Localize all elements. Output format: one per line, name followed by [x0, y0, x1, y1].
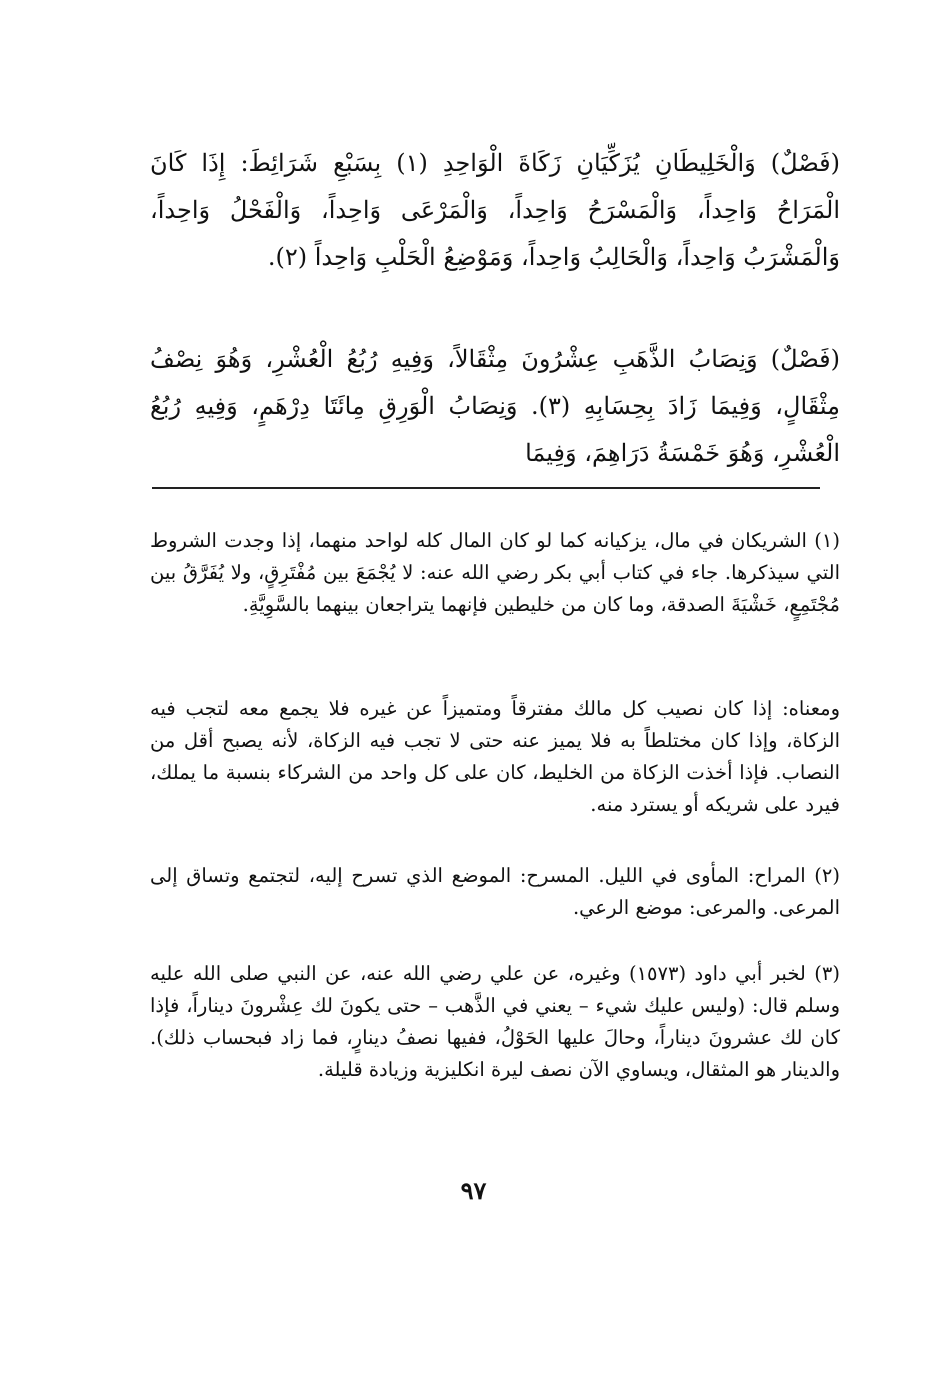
main-paragraph-khaleetan: (فَصْلٌ) وَالْخَلِيطَانِ يُزَكِّيَانِ زَكَاةَ الْوَاحِدِ (١) بِسَبْعِ شَرَائِطَ: إِذَا كَانَ الْمَرَاحُ وَاحِداً، وَالْمَسْرَحُ وَاحِداً، وَالْمَرْعَى وَاحِداً، وَالْفَحْلُ وَاحِداً، وَالْمَشْرَبُ وَاحِداً، وَالْحَالِبُ وَاحِداً، وَمَوْضِعُ الْحَلْبِ وَاحِداً (٢).	[150, 149, 840, 271]
page-number: ٩٧	[460, 1176, 487, 1205]
footnote-1-explanation: ومعناه: إذا كان نصيب كل مالك مفترقاً ومتميزاً عن غيره فلا يجمع معه لتجب فيه الزكاة، وإذا كان مختلطاً به فلا يميز عنه حتى لا تجب فيه الزكاة، لأنه يصبح أقل من النصاب. فإذا أخذت الزكاة من الخليط، كان على كل واحد من الشركاء بنسبة ما يملك، فيرد على شريكه أو يسترد منه.	[150, 697, 840, 816]
main-paragraph-gold-silver-nisab: (فَصْلٌ) وَنِصَابُ الذَّهَبِ عِشْرُونَ مِثْقَالاً، وَفِيهِ رُبُعُ الْعُشْرِ، وَهُوَ نِصْفُ مِثْقَالٍ، وَفِيمَا زَادَ بِحِسَابِهِ (٣). وَنِصَابُ الْوَرِقِ مِائَتَا دِرْهَمٍ، وَفِيهِ رُبُعُ الْعُشْرِ، وَهُوَ خَمْسَةُ دَرَاهِمَ، وَفِيمَا	[150, 345, 840, 467]
footnote-1: (١) الشريكان في مال، يزكيانه كما لو كان المال كله لواحد منهما، إذا وجدت الشروط التي سيذكرها. جاء في كتاب أبي بكر رضي الله عنه: لا يُجْمَعَ بين مُفْتَرِقٍ، ولا يُفَرَّقُ بين مُجْتَمِعٍ، خَشْيَةَ الصدقة، وما كان من خليطين فإنهما يتراجعان بينهما بالسَّوِيَّةِ.	[150, 529, 840, 616]
footnote-3: (٣) لخبر أبي داود (١٥٧٣) وغيره، عن علي رضي الله عنه، عن النبي صلى الله عليه وسلم قال: (وليس عليك شيء – يعني في الذَّهب – حتى يكونَ لك عِشْرونَ ديناراً، فإذا كان لك عشرونَ ديناراً، وحالَ عليها الحَوْلُ، ففيها نصفُ دينارٍ، فما زاد فبحساب ذلك). والدينار هو المثقال، ويساوي الآن نصف ليرة انكليزية وزيادة قليلة.	[150, 962, 840, 1081]
footnote-2: (٢) المراح: المأوى في الليل. المسرح: الموضع الذي تسرح إليه، لتجتمع وتساق إلى المرعى. والمرعى: موضع الرعي.	[150, 864, 840, 919]
footnote-divider	[152, 487, 820, 489]
